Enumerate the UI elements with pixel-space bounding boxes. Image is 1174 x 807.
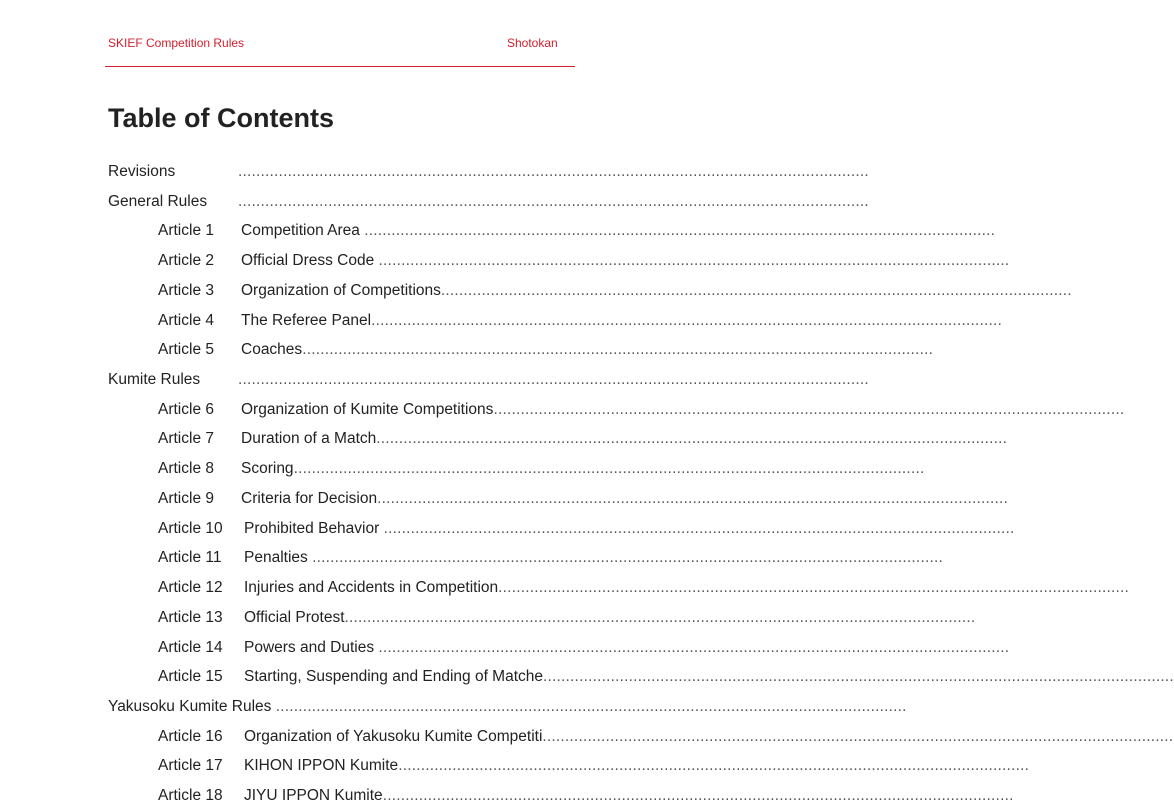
toc-leader-dots: ............................................................................................................................................ bbox=[312, 549, 943, 566]
toc-section[interactable] bbox=[108, 191, 869, 213]
toc-leader-dots: ............................................................................................................................................ bbox=[378, 252, 1010, 269]
toc-article-title: Powers and Duties bbox=[244, 639, 375, 656]
page-title: Table of Contents bbox=[108, 103, 334, 133]
toc-article-number: Article 6 bbox=[158, 401, 214, 418]
toc-article[interactable] bbox=[158, 250, 1009, 272]
toc-article-number: Article 9 bbox=[158, 490, 214, 507]
toc-article[interactable] bbox=[158, 339, 933, 361]
toc-leader-dots: ............................................................................................................................................ bbox=[543, 668, 1174, 685]
toc-article[interactable] bbox=[158, 220, 995, 242]
toc-article-title: Criteria for Decision bbox=[241, 490, 378, 507]
toc-leader-dots: ............................................................................................................................................ bbox=[371, 312, 1003, 329]
toc-section-label: Yakusoku Kumite Rules bbox=[108, 698, 272, 715]
toc-leader-dots: ............................................................................................................................................ bbox=[398, 757, 1030, 774]
toc-leader-dots: ............................................................................................................................................ bbox=[238, 371, 869, 388]
toc-leader-dots: ............................................................................................................................................ bbox=[302, 341, 934, 358]
toc-article-number: Article 3 bbox=[158, 282, 214, 299]
toc-article-number: Article 18 bbox=[158, 787, 223, 804]
toc-article-number: Article 10 bbox=[158, 520, 223, 537]
toc-article-title: Official Dress Code bbox=[241, 252, 375, 269]
toc-leader-dots: ............................................................................................................................................ bbox=[293, 460, 925, 477]
toc-section[interactable] bbox=[108, 369, 869, 391]
toc-article-number: Article 12 bbox=[158, 579, 223, 596]
toc-section-label: Revisions bbox=[108, 163, 176, 180]
toc-article[interactable] bbox=[158, 310, 1002, 332]
toc-article-number: Article 7 bbox=[158, 430, 214, 447]
toc-article-title: Coaches bbox=[241, 341, 303, 358]
toc-article-number: Article 8 bbox=[158, 460, 214, 477]
toc-article-title: Competition Area bbox=[241, 222, 360, 239]
toc-leader-dots: ............................................................................................................................................ bbox=[382, 787, 1014, 804]
toc-article-number: Article 13 bbox=[158, 609, 223, 626]
toc-article[interactable] bbox=[158, 637, 1009, 659]
toc-article-title: KIHON IPPON Kumite bbox=[244, 757, 399, 774]
toc-article-title: JIYU IPPON Kumite bbox=[244, 787, 383, 804]
toc-article-number: Article 4 bbox=[158, 312, 214, 329]
toc-article[interactable] bbox=[158, 488, 1008, 510]
toc-article[interactable] bbox=[158, 428, 1007, 450]
toc-article[interactable] bbox=[158, 607, 975, 629]
toc-article-number: Article 5 bbox=[158, 341, 214, 358]
toc-article-title: Prohibited Behavior bbox=[244, 520, 380, 537]
toc-leader-dots: ............................................................................................................................................ bbox=[378, 639, 1010, 656]
toc-article-number: Article 11 bbox=[158, 549, 222, 566]
toc-article[interactable] bbox=[158, 280, 1072, 302]
toc-leader-dots: ............................................................................................................................................ bbox=[493, 401, 1125, 418]
toc-leader-dots: ............................................................................................................................................ bbox=[364, 222, 996, 239]
running-header-right: Shotokan bbox=[507, 36, 558, 50]
toc-article-title: Injuries and Accidents in Competition bbox=[244, 579, 499, 596]
toc-article[interactable] bbox=[158, 755, 1029, 777]
toc-article-number: Article 15 bbox=[158, 668, 223, 685]
toc-leader-dots: ............................................................................................................................................ bbox=[275, 698, 907, 715]
toc-leader-dots: ............................................................................................................................................ bbox=[440, 282, 1072, 299]
toc-section[interactable] bbox=[108, 696, 907, 718]
toc-article-title: Penalties bbox=[244, 549, 308, 566]
toc-article-title: The Referee Panel bbox=[241, 312, 372, 329]
toc-article-number: Article 1 bbox=[158, 222, 214, 239]
toc-article-number: Article 14 bbox=[158, 639, 223, 656]
toc-leader-dots: ............................................................................................................................................ bbox=[542, 728, 1174, 745]
toc-leader-dots: ............................................................................................................................................ bbox=[376, 430, 1008, 447]
toc-leader-dots: ............................................................................................................................................ bbox=[383, 520, 1015, 537]
toc-article[interactable] bbox=[158, 666, 1174, 688]
toc-article[interactable] bbox=[158, 458, 924, 480]
toc-article[interactable] bbox=[158, 785, 1014, 807]
toc-leader-dots: ............................................................................................................................................ bbox=[344, 609, 976, 626]
toc-article-title: Official Protest bbox=[244, 609, 345, 626]
toc-section-label: Kumite Rules bbox=[108, 371, 201, 388]
toc-article[interactable] bbox=[158, 399, 1124, 421]
toc-leader-dots: ............................................................................................................................................ bbox=[377, 490, 1009, 507]
toc-leader-dots: ............................................................................................................................................ bbox=[238, 193, 869, 210]
toc-article-number: Article 16 bbox=[158, 728, 223, 745]
toc-leader-dots: ............................................................................................................................................ bbox=[498, 579, 1130, 596]
toc-leader-dots: ............................................................................................................................................ bbox=[238, 163, 869, 180]
toc-article-number: Article 2 bbox=[158, 252, 214, 269]
toc-article-title: Organization of Kumite Competitions bbox=[241, 401, 494, 418]
toc-article-title: Organization of Competitions bbox=[241, 282, 441, 299]
toc-article[interactable] bbox=[158, 518, 1015, 540]
toc-article[interactable] bbox=[158, 726, 1173, 748]
toc-article-title: Duration of a Match bbox=[241, 430, 377, 447]
running-header-left: SKIEF Competition Rules bbox=[108, 36, 245, 50]
toc-article-title: Starting, Suspending and Ending of Matche bbox=[244, 668, 544, 685]
toc-article-title: Scoring bbox=[241, 460, 294, 477]
toc-article-number: Article 17 bbox=[158, 757, 223, 774]
toc-article-title: Organization of Yakusoku Kumite Competiti bbox=[244, 728, 543, 745]
toc-section[interactable] bbox=[108, 161, 869, 183]
toc-section-label: General Rules bbox=[108, 193, 208, 210]
toc-article[interactable] bbox=[158, 547, 943, 569]
toc-article[interactable] bbox=[158, 577, 1129, 599]
